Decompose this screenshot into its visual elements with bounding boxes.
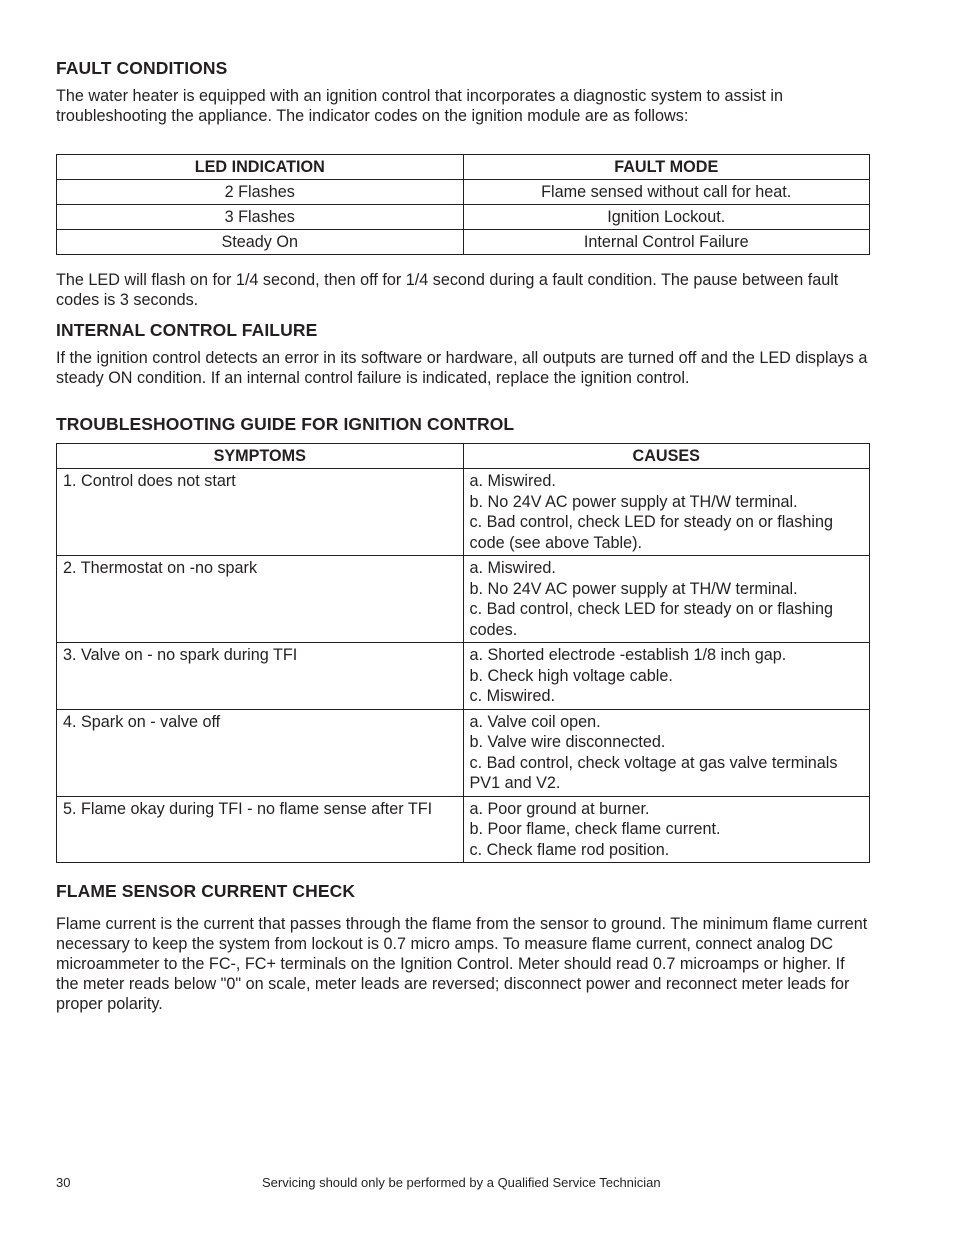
cause-item: a. Miswired. (469, 472, 556, 490)
cause-item: b. Valve wire disconnected. (469, 733, 666, 751)
causes-cell (463, 643, 870, 710)
column-header-symptoms: SYMPTOMS (57, 444, 464, 469)
cause-item: b. No 24V AC power supply at TH/W terminal. (469, 492, 798, 511)
troubleshooting-table (56, 443, 870, 863)
cause-item: b. Poor flame, check flame current. (469, 820, 721, 838)
led-indication-table (56, 154, 870, 255)
table-row (57, 709, 870, 796)
cause-item: c. Bad control, check LED for steady on or flashing codes. (469, 600, 834, 639)
cause-item: a. Poor ground at burner. (469, 799, 650, 818)
flame-sensor-body: Flame current is the current that passes through the flame from the sensor to ground. The minimum flame current necessary to keep the system from lockout is 0.7 micro amps. To measure flame current, connect analog DC microammeter to the FC-, FC+ terminals on the Ignition Control. Meter should read 0.7 microamps or higher. If the meter reads below "0" on scale, meter leads are reversed; disconnect power and reconnect meter leads for proper polarity. (56, 915, 868, 1013)
footer-notice: Servicing should only be performed by a Qualified Service Technician (262, 1175, 661, 1190)
table-row (57, 230, 870, 255)
symptom-cell: 2. Thermostat on -no spark (57, 556, 464, 643)
symptom-cell: 3. Valve on - no spark during TFI (57, 643, 464, 710)
internal-control-failure-heading: INTERNAL CONTROL FAILURE (56, 320, 318, 340)
table-row (57, 556, 870, 643)
cause-item: a. Valve coil open. (469, 712, 601, 731)
table-row (57, 205, 870, 230)
symptom-cell: 4. Spark on - valve off (57, 709, 464, 796)
internal-control-failure-body: If the ignition control detects an error in its software or hardware, all outputs are turned off and the LED displays a steady ON condition. If an internal control failure is indicated, replace the ignition control. (56, 349, 868, 387)
flame-sensor-heading: FLAME SENSOR CURRENT CHECK (56, 881, 356, 901)
causes-cell (463, 796, 870, 863)
cause-item: a. Shorted electrode -establish 1/8 inch gap. (469, 646, 787, 664)
led-indication-cell: 3 Flashes (57, 205, 464, 230)
table-row (57, 643, 870, 710)
table-header-row (57, 444, 870, 469)
causes-cell (463, 709, 870, 796)
fault-mode-cell: Internal Control Failure (463, 230, 870, 255)
column-header-fault-mode: FAULT MODE (463, 155, 870, 180)
led-indication-cell: Steady On (57, 230, 464, 255)
cause-item: c. Bad control, check LED for steady on or flashing code (see above Table). (469, 513, 834, 552)
led-indication-cell: 2 Flashes (57, 180, 464, 205)
page-number: 30 (56, 1175, 71, 1190)
causes-cell (463, 556, 870, 643)
table-row (57, 469, 870, 556)
table-header-row (57, 155, 870, 180)
table-row (57, 180, 870, 205)
cause-item: b. No 24V AC power supply at TH/W terminal. (469, 579, 798, 598)
fault-conditions-intro: The water heater is equipped with an ignition control that incorporates a diagnostic system to assist in troubleshooting the appliance. The indicator codes on the ignition module are as follows: (56, 87, 784, 125)
fault-mode-cell: Flame sensed without call for heat. (463, 180, 870, 205)
causes-cell (463, 469, 870, 556)
fault-mode-cell: Ignition Lockout. (463, 205, 870, 230)
symptom-cell: 1. Control does not start (57, 469, 464, 556)
fault-conditions-heading: FAULT CONDITIONS (56, 58, 228, 78)
cause-item: c. Check flame rod position. (469, 840, 670, 859)
column-header-led-indication: LED INDICATION (57, 155, 464, 180)
cause-item: c. Miswired. (469, 687, 555, 705)
symptom-cell: 5. Flame okay during TFI - no flame sense after TFI (57, 796, 464, 863)
table-row (57, 796, 870, 863)
column-header-causes: CAUSES (463, 444, 870, 469)
led-flash-note: The LED will flash on for 1/4 second, then off for 1/4 second during a fault condition. The pause between fault codes is 3 seconds. (56, 271, 839, 309)
troubleshooting-heading: TROUBLESHOOTING GUIDE FOR IGNITION CONTROL (56, 414, 515, 434)
cause-item: a. Miswired. (469, 559, 556, 577)
cause-item: c. Bad control, check voltage at gas valve terminals PV1 and V2. (469, 753, 838, 792)
cause-item: b. Check high voltage cable. (469, 666, 673, 685)
